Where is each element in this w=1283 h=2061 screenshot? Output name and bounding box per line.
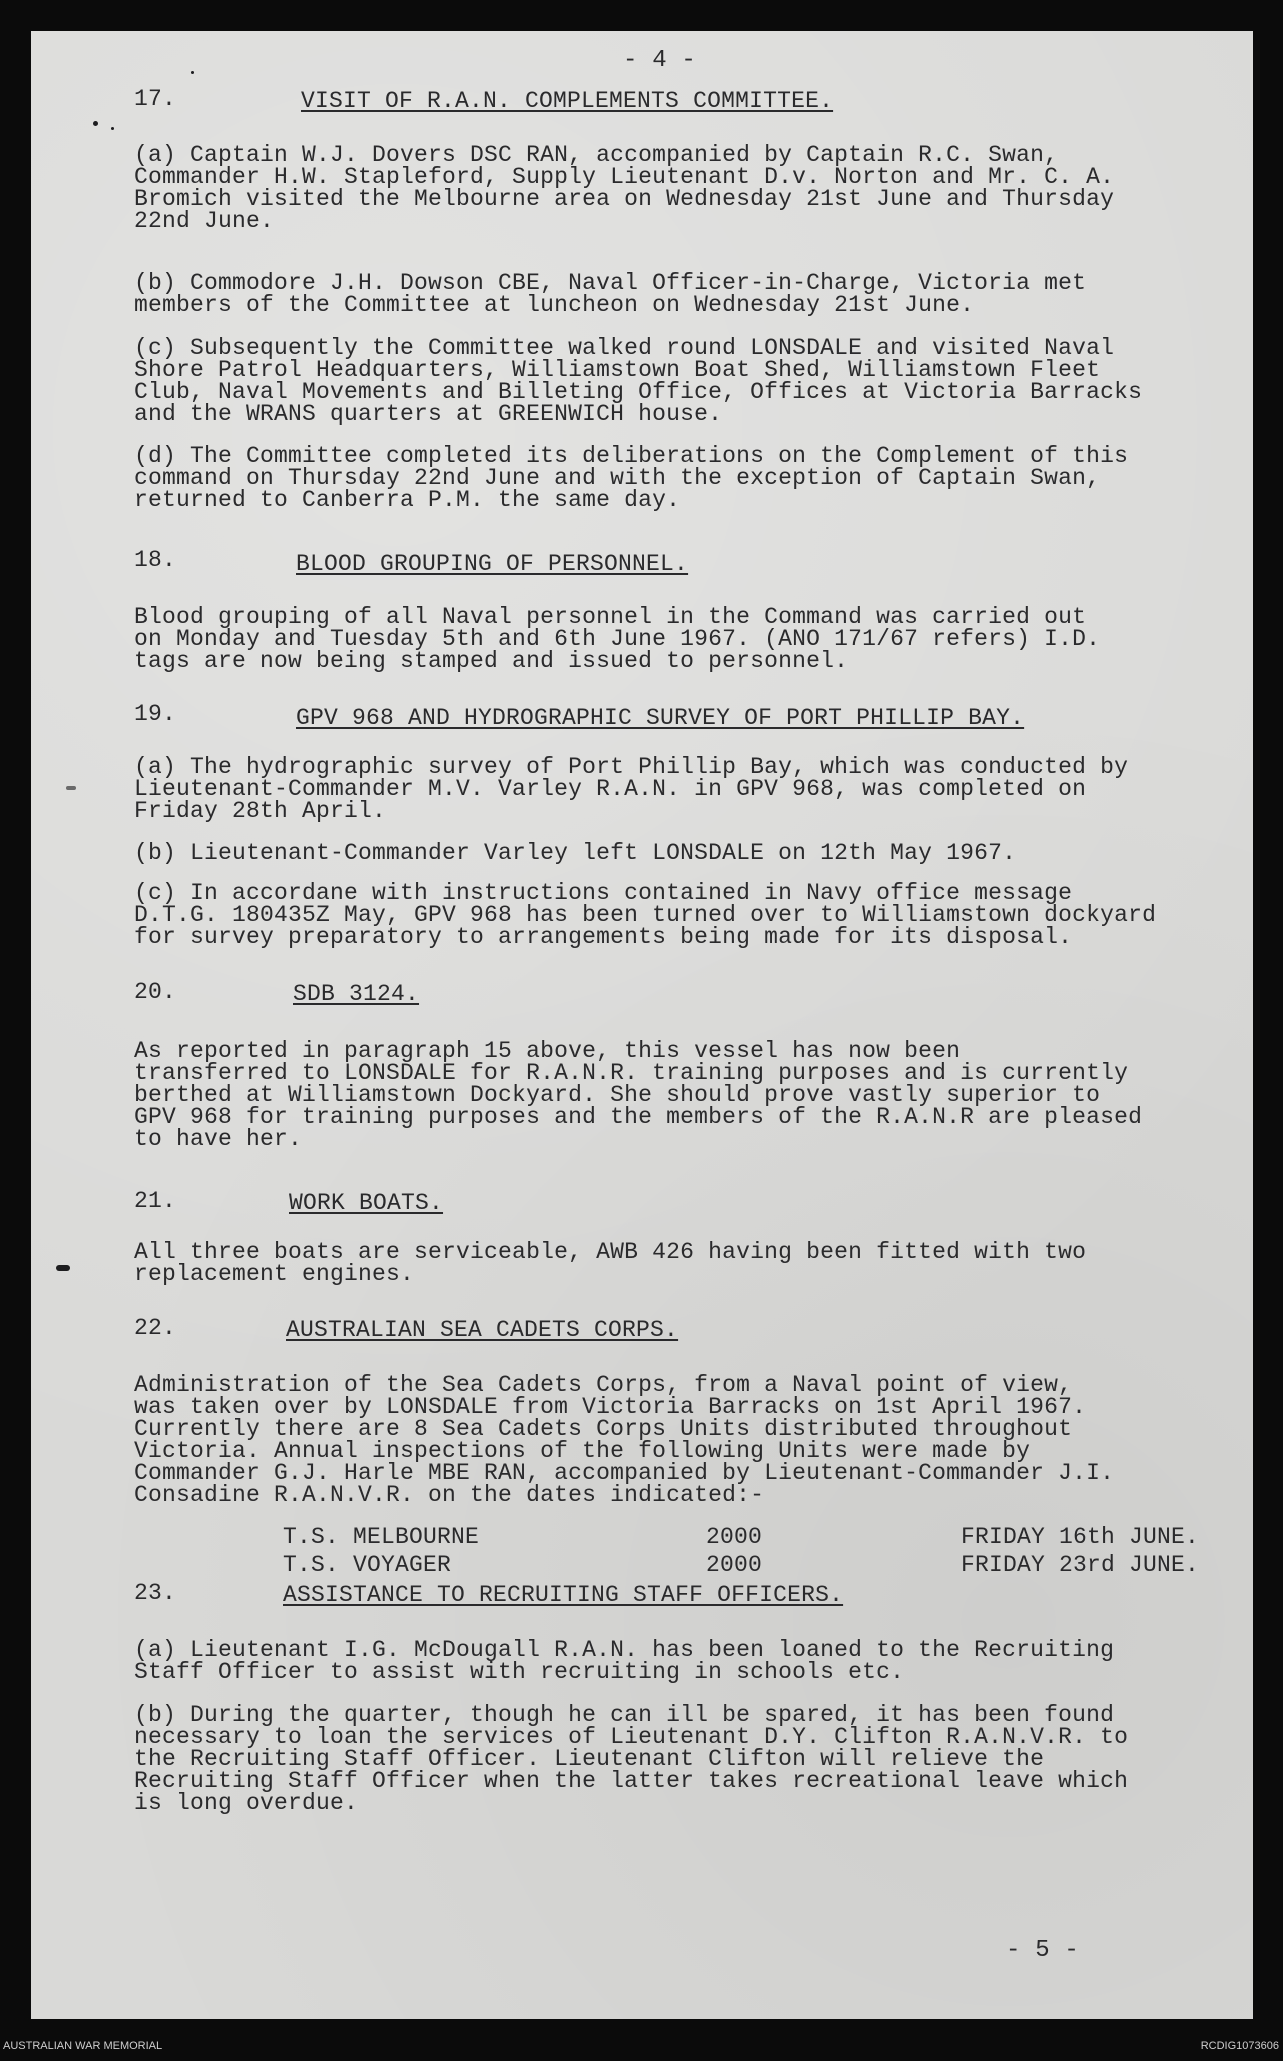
section-number: 20. (134, 979, 177, 1005)
section-heading: GPV 968 AND HYDROGRAPHIC SURVEY OF PORT PHILLIP BAY. (296, 705, 1025, 731)
inspection-time: 2000 (706, 1524, 763, 1550)
text-line: Shore Patrol Headquarters, Williamstown Boat Shed, Williamstown Fleet (134, 357, 1101, 383)
text-line: Commander G.J. Harle MBE RAN, accompanied by Lieutenant-Commander J.I. (134, 1460, 1115, 1486)
text-line: Blood grouping of all Naval personnel in the Command was carried out (134, 604, 1087, 630)
text-line: Consadine R.A.N.V.R. on the dates indicated:- (134, 1482, 765, 1508)
speck-mark (191, 71, 194, 74)
document-page (31, 31, 1253, 2019)
footer-record-id: RCDIG1073606 (1200, 2040, 1279, 2052)
text-line: (c) Subsequently the Committee walked round LONSDALE and visited Naval (134, 335, 1115, 361)
inspection-date: FRIDAY 16th JUNE. (961, 1524, 1200, 1550)
text-line: Staff Officer to assist with recruiting in schools etc. (134, 1659, 905, 1685)
section-number: 19. (134, 701, 177, 727)
page-number-top: - 4 - (623, 47, 697, 74)
text-line: (a) Captain W.J. Dovers DSC RAN, accompanied by Captain R.C. Swan, (134, 142, 1059, 168)
section-heading: AUSTRALIAN SEA CADETS CORPS. (286, 1317, 679, 1343)
section-number: 22. (134, 1315, 177, 1341)
text-line: returned to Canberra P.M. the same day. (134, 487, 681, 513)
text-line: Recruiting Staff Officer when the latter takes recreational leave which (134, 1768, 1129, 1794)
text-line: As reported in paragraph 15 above, this vessel has now been (134, 1038, 961, 1064)
text-line: (b) Commodore J.H. Dowson CBE, Naval Officer-in-Charge, Victoria met (134, 270, 1087, 296)
text-line: tags are now being stamped and issued to personnel. (134, 648, 849, 674)
section-number: 17. (134, 86, 177, 112)
text-line: the Recruiting Staff Officer. Lieutenant Clifton will relieve the (134, 1746, 1045, 1772)
text-line: D.T.G. 180435Z May, GPV 968 has been turned over to Williamstown dockyard (134, 902, 1157, 928)
text-line: (c) In accordane with instructions contained in Navy office message (134, 880, 1073, 906)
speck-mark (111, 127, 114, 130)
text-line: members of the Committee at luncheon on Wednesday 21st June. (134, 292, 975, 318)
text-line: (a) Lieutenant I.G. McDougall R.A.N. has been loaned to the Recruiting (134, 1637, 1115, 1663)
text-line: to have her. (134, 1126, 303, 1152)
text-line: replacement engines. (134, 1261, 415, 1287)
text-line: Bromich visited the Melbourne area on Wednesday 21st June and Thursday (134, 186, 1115, 212)
text-line: was taken over by LONSDALE from Victoria Barracks on 1st April 1967. (134, 1394, 1087, 1420)
text-line: (b) Lieutenant-Commander Varley left LONSDALE on 12th May 1967. (134, 840, 1017, 866)
text-line: 22nd June. (134, 208, 275, 234)
text-line: for survey preparatory to arrangements being made for its disposal. (134, 924, 1073, 950)
text-line: Lieutenant-Commander M.V. Varley R.A.N. in GPV 968, was completed on (134, 776, 1087, 802)
text-line: (d) The Committee completed its deliberations on the Complement of this (134, 443, 1129, 469)
section-heading: ASSISTANCE TO RECRUITING STAFF OFFICERS. (283, 1582, 844, 1608)
section-heading: SDB 3124. (293, 981, 420, 1007)
text-line: All three boats are serviceable, AWB 426 having been fitted with two (134, 1239, 1087, 1265)
text-line: (b) During the quarter, though he can ill be spared, it has been found (134, 1702, 1115, 1728)
speck-mark (93, 121, 98, 126)
section-heading: VISIT OF R.A.N. COMPLEMENTS COMMITTEE. (301, 88, 834, 114)
footer-archive-name: AUSTRALIAN WAR MEMORIAL (3, 2040, 163, 2052)
section-number: 18. (134, 547, 177, 573)
section-heading: WORK BOATS. (289, 1190, 444, 1216)
punch-mark (56, 1265, 70, 1271)
text-line: Victoria. Annual inspections of the following Units were made by (134, 1438, 1031, 1464)
inspection-date: FRIDAY 23rd JUNE. (961, 1552, 1200, 1578)
text-line: Friday 28th April. (134, 798, 387, 824)
text-line: Administration of the Sea Cadets Corps, from a Naval point of view, (134, 1372, 1073, 1398)
text-line: necessary to loan the services of Lieutenant D.Y. Clifton R.A.N.V.R. to (134, 1724, 1129, 1750)
punch-mark (66, 786, 76, 790)
text-line: Commander H.W. Stapleford, Supply Lieutenant D.v. Norton and Mr. C. A. (134, 164, 1115, 190)
page-number-bottom: - 5 - (1006, 1937, 1080, 1964)
section-heading: BLOOD GROUPING OF PERSONNEL. (296, 551, 689, 577)
text-line: Club, Naval Movements and Billeting Office, Offices at Victoria Barracks (134, 379, 1143, 405)
text-line: on Monday and Tuesday 5th and 6th June 1967. (ANO 171/67 refers) I.D. (134, 626, 1101, 652)
inspection-unit: T.S. MELBOURNE (283, 1524, 480, 1550)
section-number: 23. (134, 1580, 177, 1606)
text-line: berthed at Williamstown Dockyard. She should prove vastly superior to (134, 1082, 1101, 1108)
text-line: Currently there are 8 Sea Cadets Corps Units distributed throughout (134, 1416, 1073, 1442)
text-line: (a) The hydrographic survey of Port Phillip Bay, which was conducted by (134, 754, 1129, 780)
inspection-time: 2000 (706, 1552, 763, 1578)
text-line: is long overdue. (134, 1790, 359, 1816)
text-line: command on Thursday 22nd June and with the exception of Captain Swan, (134, 465, 1101, 491)
text-line: transferred to LONSDALE for R.A.N.R. training purposes and is currently (134, 1060, 1129, 1086)
text-line: and the WRANS quarters at GREENWICH house. (134, 401, 723, 427)
section-number: 21. (134, 1188, 177, 1214)
inspection-unit: T.S. VOYAGER (283, 1552, 452, 1578)
text-line: GPV 968 for training purposes and the members of the R.A.N.R are pleased (134, 1104, 1143, 1130)
